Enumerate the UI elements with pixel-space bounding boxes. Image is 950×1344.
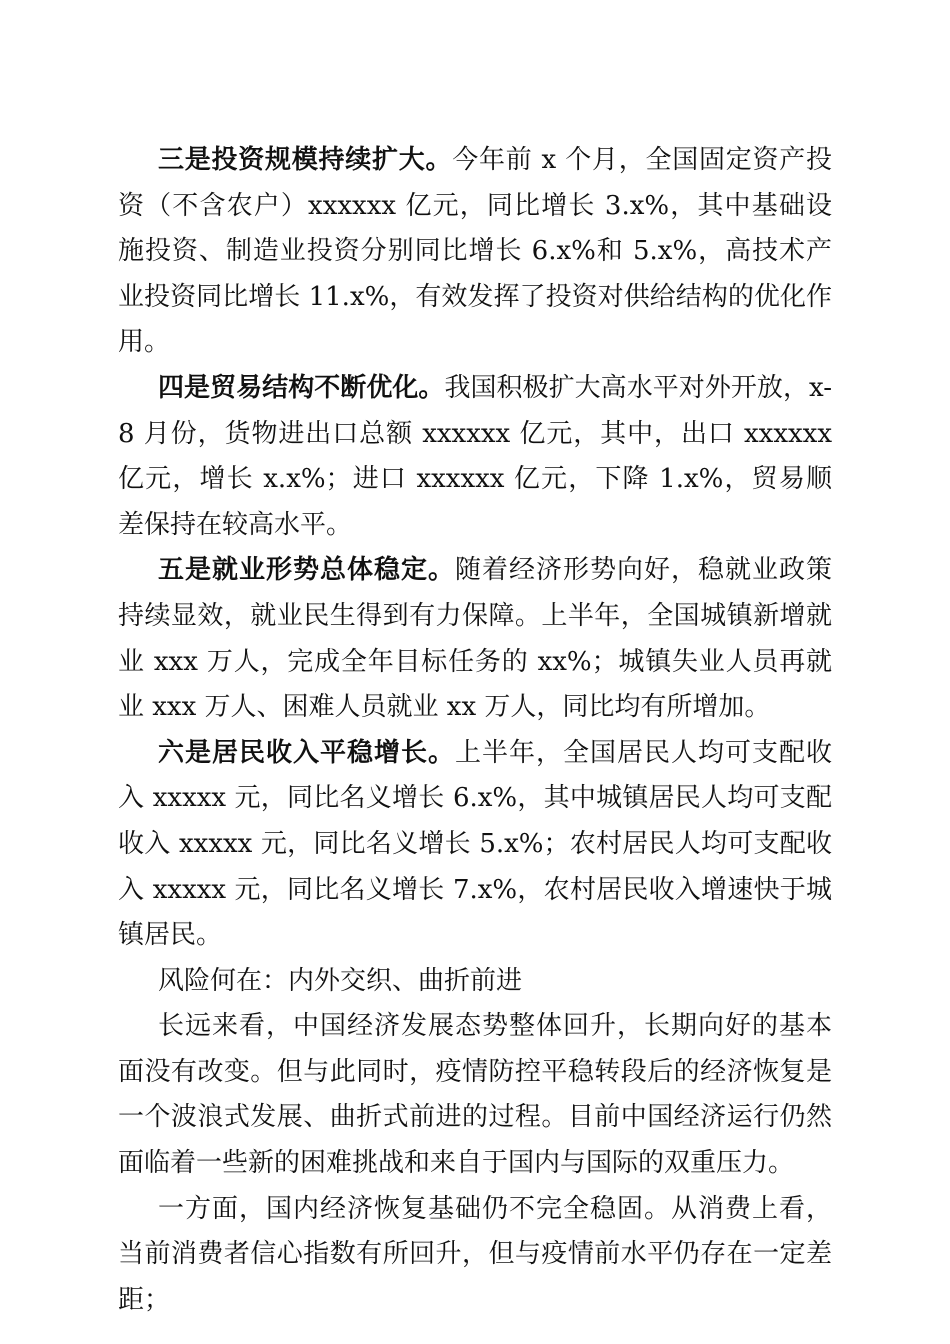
paragraph-lead: 五是就业形势总体稳定。 xyxy=(158,555,455,586)
paragraph-lead: 六是居民收入平稳增长。 xyxy=(158,737,455,768)
paragraph-outlook: 长远来看，中国经济发展态势整体回升，长期向好的基本面没有改变。但与此同时，疫情防控平稳转段后的经济恢复是一个波浪式发展、曲折式前进的过程。目前中国经济运行仍然面临着一些新的困难挑战和来自于国内与国际的双重压力。 xyxy=(118,1011,832,1179)
paragraph-lead: 四是贸易结构不断优化。 xyxy=(158,372,445,403)
document-page xyxy=(118,138,832,1323)
paragraph-text: 上半年，全国居民人均可支配收入 xxxxx 元，同比名义增长 6.x%，其中城镇居民人均可支配收入 xxxxx 元，同比名义增长 5.x%；农村居民人均可支配收入 xxxxx 元，同比名义增长 7.x%，农村居民收入增速快于城镇居民。 xyxy=(118,737,832,951)
section-heading: 风险何在：内外交织、曲折前进 xyxy=(158,965,523,996)
paragraph-income xyxy=(118,731,832,959)
paragraph-trade xyxy=(118,366,832,548)
paragraph-domestic: 一方面，国内经济恢复基础仍不完全稳固。从消费上看，当前消费者信心指数有所回升，但与疫情前水平仍存在一定差距； xyxy=(118,1193,832,1315)
paragraph-text: 今年前 x 个月，全国固定资产投资（不含农户）xxxxxx 亿元，同比增长 3.x%，其中基础设施投资、制造业投资分别同比增长 6.x%和 5.x%，高技术产业投资同比增长 11.x%，有效发挥了投资对供给结构的优化作用。 xyxy=(118,145,832,358)
paragraph-text: 随着经济形势向好，稳就业政策持续显效，就业民生得到有力保障。上半年，全国城镇新增就业 xxx 万人，完成全年目标任务的 xx%；城镇失业人员再就业 xxx 万人、困难人员就业 xx 万人，同比均有所增加。 xyxy=(118,555,832,723)
paragraph-investment xyxy=(118,138,832,366)
paragraph-lead: 三是投资规模持续扩大。 xyxy=(158,145,453,175)
paragraph-employment xyxy=(118,548,832,730)
paragraph-text: 我国积极扩大高水平对外开放，x-8 月份，货物进出口总额 xxxxxx 亿元，其中，出口 xxxxxx 亿元，增长 x.x%；进口 xxxxxx 亿元，下降 1.x%，贸易顺差保持在较高水平。 xyxy=(118,372,832,540)
